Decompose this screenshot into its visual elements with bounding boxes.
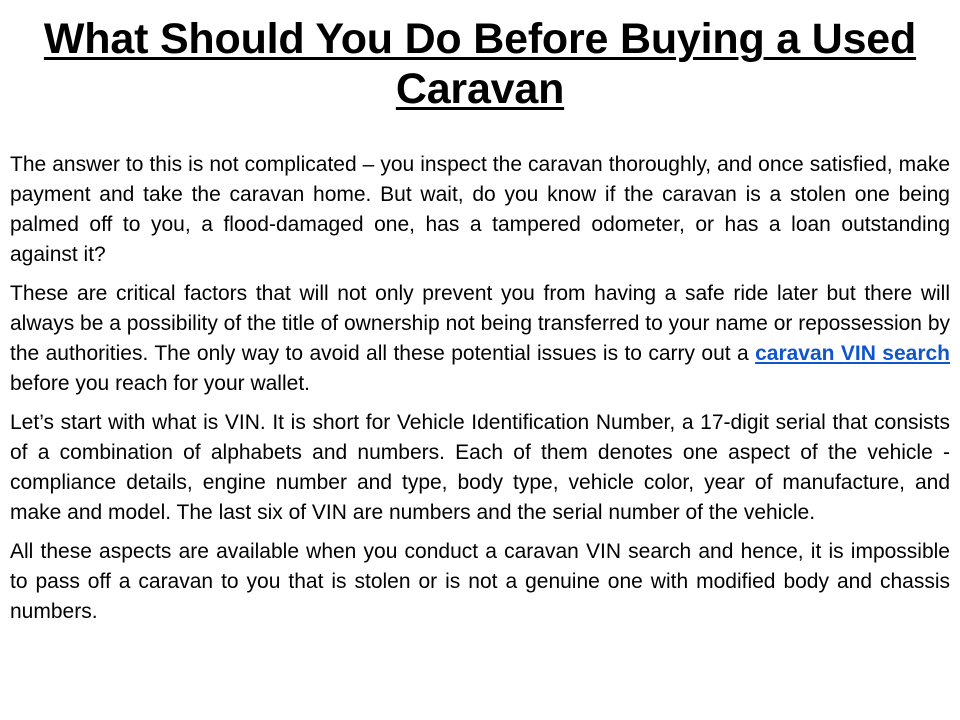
paragraph-vin-definition: Let’s start with what is VIN. It is short for Vehicle Identification Number, a 17-digit serial that consists of a combination of alphabets and numbers. Each of them denotes one aspect of the vehicle - compliance details, engine number and type, body type, vehicle color, year of manufacture, and make and model. The last six of VIN are numbers and the serial number of the vehicle.	[10, 411, 950, 524]
paragraph-text-before-link: These are critical factors that will not only prevent you from having a safe ride later but there will always be a possibility of the title of ownership not being transferred to your name or repossession by the authorities. The only way to avoid all these potential issues is to carry out a	[10, 282, 950, 365]
paragraph-intro: The answer to this is not complicated – you inspect the caravan thoroughly, and once satisfied, make payment and take the caravan home. But wait, do you know if the caravan is a stolen one being palmed off to you, a flood-damaged one, has a tampered odometer, or has a loan outstanding against it?	[10, 153, 950, 266]
page-title: What Should You Do Before Buying a Used Caravan	[43, 15, 917, 113]
caravan-vin-search-link[interactable]: caravan VIN search	[755, 342, 950, 365]
paragraph-text-after-link: before you reach for your wallet.	[10, 372, 310, 395]
paragraph-conclusion: All these aspects are available when you conduct a caravan VIN search and hence, it is impossible to pass off a caravan to you that is stolen or is not a genuine one with modified body and chassis numbers.	[10, 540, 950, 623]
paragraph-critical-factors	[10, 279, 950, 399]
